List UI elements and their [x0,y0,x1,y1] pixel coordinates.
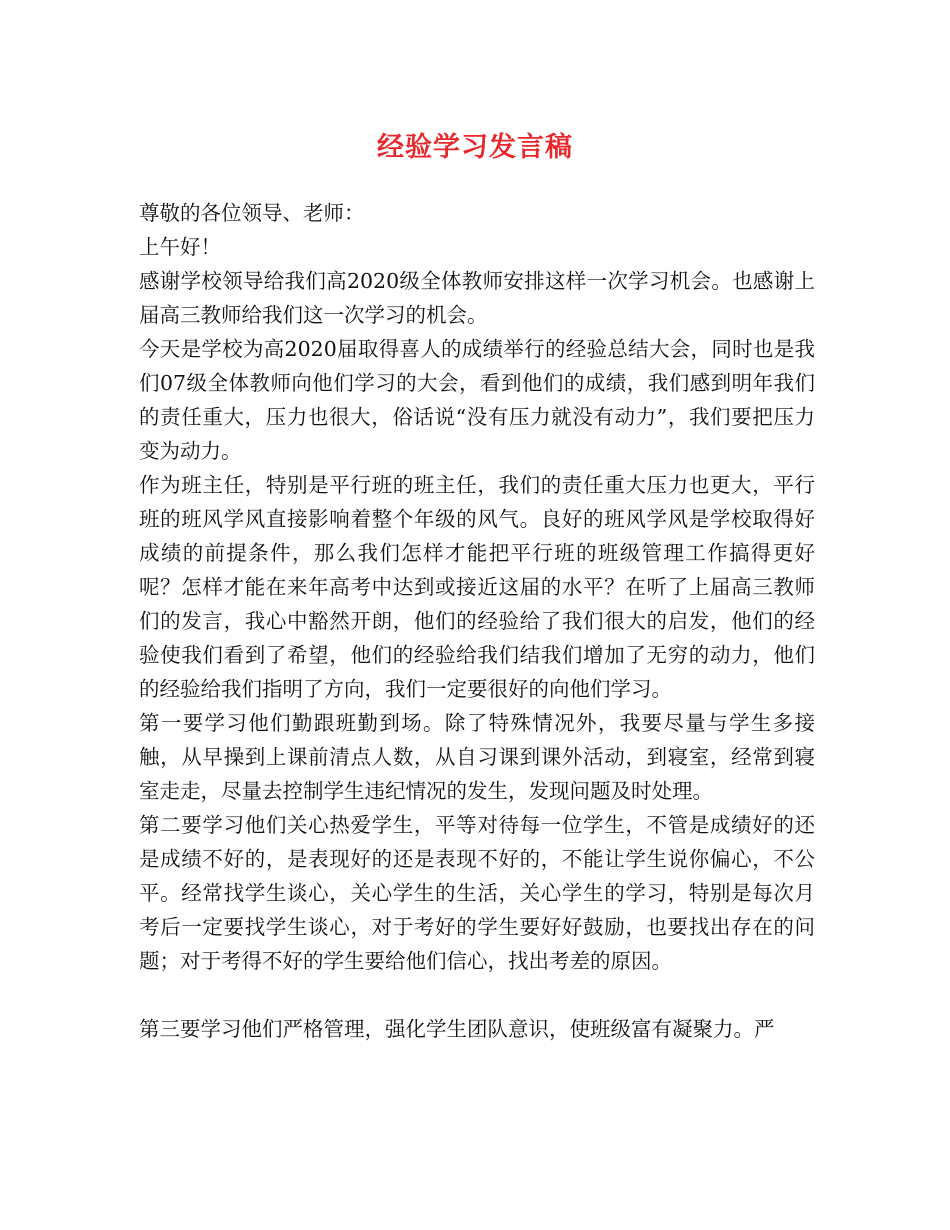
paragraph-meeting: 今天是学校为高2020届取得喜人的成绩举行的经验总结大会，同时也是我们07级全体教师向他们学习的大会，看到他们的成绩，我们感到明年我们的责任重大，压力也很大，俗话说“没有压力就没有动力”，我们要把压力变为动力。 [139,337,815,463]
paragraph-point-two: 第二要学习他们关心热爱学生，平等对待每一位学生，不管是成绩好的还是成绩不好的，是表现好的还是表现不好的，不能让学生说你偏心，不公平。经常找学生谈心，关心学生的生活，关心学生的学习，特别是每次月考后一定要找学生谈心，对于考好的学生要好好鼓励，也要找出存在的问题；对于考得不好的学生要给他们信心，找出考差的原因。 [139,813,815,973]
paragraph-point-one: 第一要学习他们勤跟班勤到场。除了特殊情况外，我要尽量与学生多接触，从早操到上课前清点人数，从自习课到课外活动，到寝室，经常到寝室走走，尽量去控制学生违纪情况的发生，发现问题及时处理。 [139,711,815,803]
salutation: 尊敬的各位领导、老师： [139,201,365,225]
paragraph-class-teacher: 作为班主任，特别是平行班的班主任，我们的责任重大压力也更大，平行班的班风学风直接影响着整个年级的风气。良好的班风学风是学校取得好成绩的前提条件，那么我们怎样才能把平行班的班级管理工作搞得更好呢？怎样才能在来年高考中达到或接近这届的水平？在听了上届高三教师们的发言，我心中豁然开朗，他们的经验给了我们很大的启发，他们的经验使我们看到了希望，他们的经验给我们结我们增加了无穷的动力，他们的经验给我们指明了方向，我们一定要很好的向他们学习。 [139,473,815,701]
paragraph-thanks: 感谢学校领导给我们高2020级全体教师安排这样一次学习机会。也感谢上届高三教师给我们这一次学习的机会。 [139,269,815,327]
paragraph-point-three: 第三要学习他们严格管理，强化学生团队意识，使班级富有凝聚力。严 [139,1017,775,1041]
greeting: 上午好！ [139,235,221,259]
document-title: 经验学习发言稿 [377,132,573,163]
document-body [139,196,815,1046]
